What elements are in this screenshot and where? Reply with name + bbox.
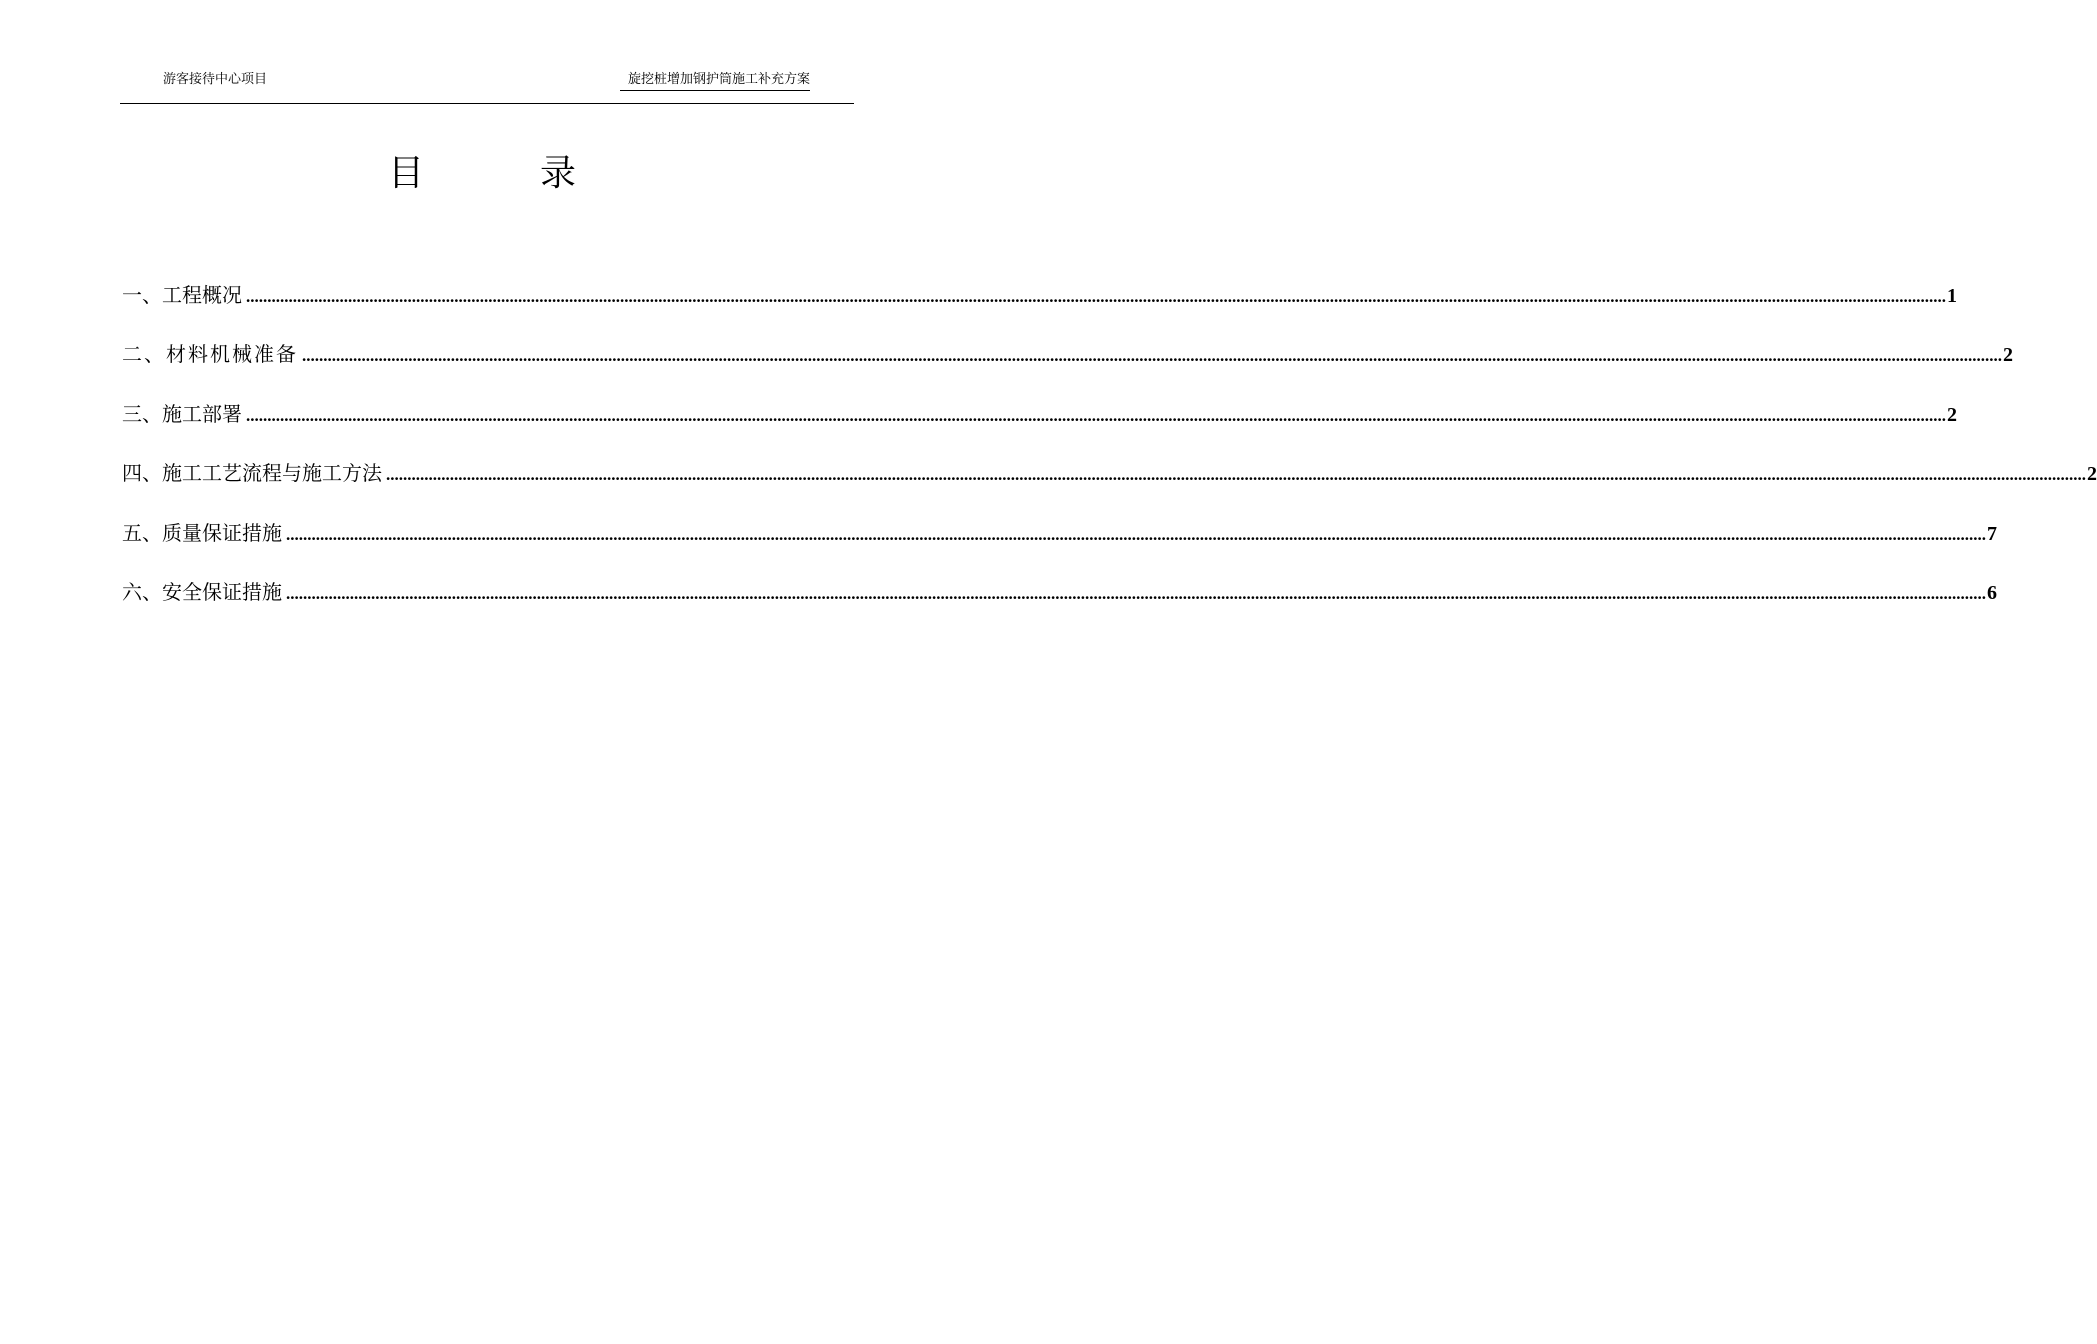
toc-entry-label: 六、安全保证措施: [122, 579, 282, 604]
toc-title: [0, 148, 950, 200]
toc-entry-label: 三、施工部署: [122, 401, 242, 426]
toc-entry[interactable]: [122, 399, 1957, 429]
toc-list: [122, 280, 2097, 636]
toc-entry-label: 五、质量保证措施: [122, 520, 282, 545]
header-document-title: 旋挖桩增加钢护筒施工补充方案: [620, 70, 810, 91]
dot-leader: ................................................................................................................................................................................................................................................................................................................................................................................................................: [286, 583, 1986, 603]
toc-entry[interactable]: [122, 339, 2013, 369]
toc-entry-page: 2: [1947, 403, 1957, 426]
toc-entry-label: 四、施工工艺流程与施工方法: [122, 461, 382, 486]
toc-entry-label: 一、工程概况: [122, 283, 242, 307]
dot-leader: ................................................................................................................................................................................................................................................................................................................................................................................................................: [286, 524, 1986, 544]
dot-leader: ................................................................................................................................................................................................................................................................................................................................................................................................................: [246, 405, 1946, 425]
toc-entry-page: 1: [1947, 285, 1957, 307]
toc-entry-page: 6: [1987, 581, 1997, 604]
header-divider: [120, 103, 854, 104]
toc-entry[interactable]: [122, 280, 1957, 310]
toc-entry-page: 7: [1987, 522, 1997, 545]
dot-leader: ................................................................................................................................................................................................................................................................................................................................................................................................................: [246, 287, 1946, 306]
toc-title-char-1: 目: [388, 153, 425, 194]
toc-entry[interactable]: [122, 577, 1997, 607]
toc-entry-label: 二、材料机械准备: [122, 342, 298, 367]
toc-title-char-2: 录: [540, 153, 577, 194]
dot-leader: ................................................................................................................................................................................................................................................................................................................................................................................................................: [386, 465, 2086, 485]
toc-entry[interactable]: [122, 518, 1997, 548]
header-project-name: 游客接待中心项目: [163, 72, 268, 87]
toc-entry-page: 2: [2003, 344, 2013, 367]
toc-entry-page: 2: [2087, 463, 2097, 486]
dot-leader: ................................................................................................................................................................................................................................................................................................................................................................................................................: [302, 346, 2002, 366]
toc-entry[interactable]: [122, 458, 2097, 488]
